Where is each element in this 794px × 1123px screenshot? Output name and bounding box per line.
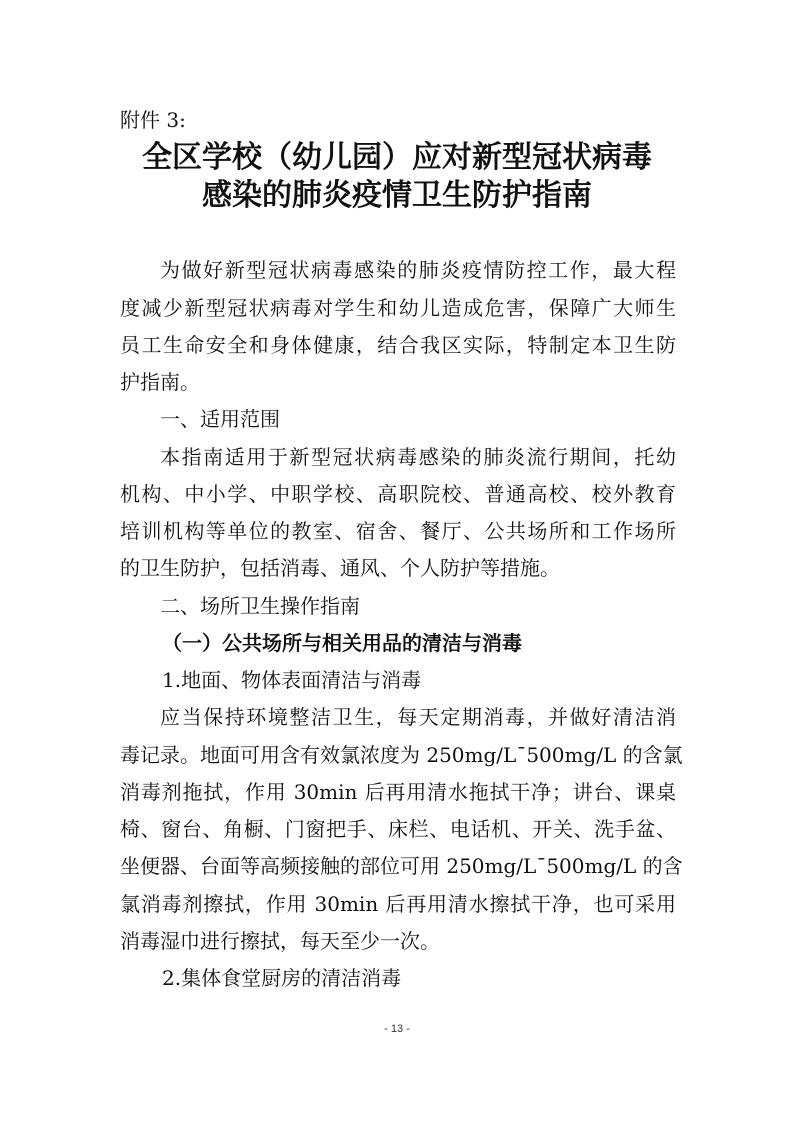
surfaces-line-6: 氯消毒剂擦拭，作用 30min 后再用清水擦拭干净，也可采用 [120,892,676,916]
scope-line-4: 的卫生防护，包括消毒、通风、个人防护等措施。 [120,556,560,580]
item-title-canteen: 2.集体食堂厨房的清洁消毒 [162,966,402,990]
subsection-heading-public-places: （一）公共场所与相关用品的清洁与消毒 [162,631,522,655]
section-heading-operations: 二、场所卫生操作指南 [160,594,360,618]
surfaces-line-4: 椅、窗台、角橱、门窗把手、床栏、电话机、开关、洗手盆、 [120,817,676,841]
scope-line-3: 培训机构等单位的教室、宿舍、餐厅、公共场所和工作场所 [120,519,676,543]
intro-line-3: 员工生命安全和身体健康，结合我区实际，特制定本卫生防 [120,333,676,357]
intro-line-1: 为做好新型冠状病毒感染的肺炎疫情防控工作，最大程 [160,258,676,282]
document-title-line-1: 全区学校（幼儿园）应对新型冠状病毒 [142,140,652,175]
attachment-label: 附件 3: [120,108,186,132]
surfaces-line-1: 应当保持环境整洁卫生，每天定期消毒，并做好清洁消 [160,705,676,729]
page-number: - 13 - [384,1023,410,1035]
scope-line-1: 本指南适用于新型冠状病毒感染的肺炎流行期间，托幼 [160,445,676,469]
section-heading-scope: 一、适用范围 [160,407,280,431]
intro-line-2: 度减少新型冠状病毒对学生和幼儿造成危害，保障广大师生 [120,296,676,320]
surfaces-line-3: 消毒剂拖拭，作用 30min 后再用清水拖拭干净；讲台、课桌 [120,780,676,804]
surfaces-line-7: 消毒湿巾进行擦拭，每天至少一次。 [120,929,440,953]
scope-line-2: 机构、中小学、中职学校、高职院校、普通高校、校外教育 [120,482,676,506]
intro-line-4: 护指南。 [120,370,200,394]
surfaces-line-2: 毒记录。地面可用含有效氯浓度为 250mg/L¯500mg/L 的含氯 [120,743,683,767]
document-title-line-2: 感染的肺炎疫情卫生防护指南 [202,178,592,213]
item-title-surfaces: 1.地面、物体表面清洁与消毒 [162,668,422,692]
surfaces-line-5: 坐便器、台面等高频接触的部位可用 250mg/L¯500mg/L 的含 [120,854,683,878]
